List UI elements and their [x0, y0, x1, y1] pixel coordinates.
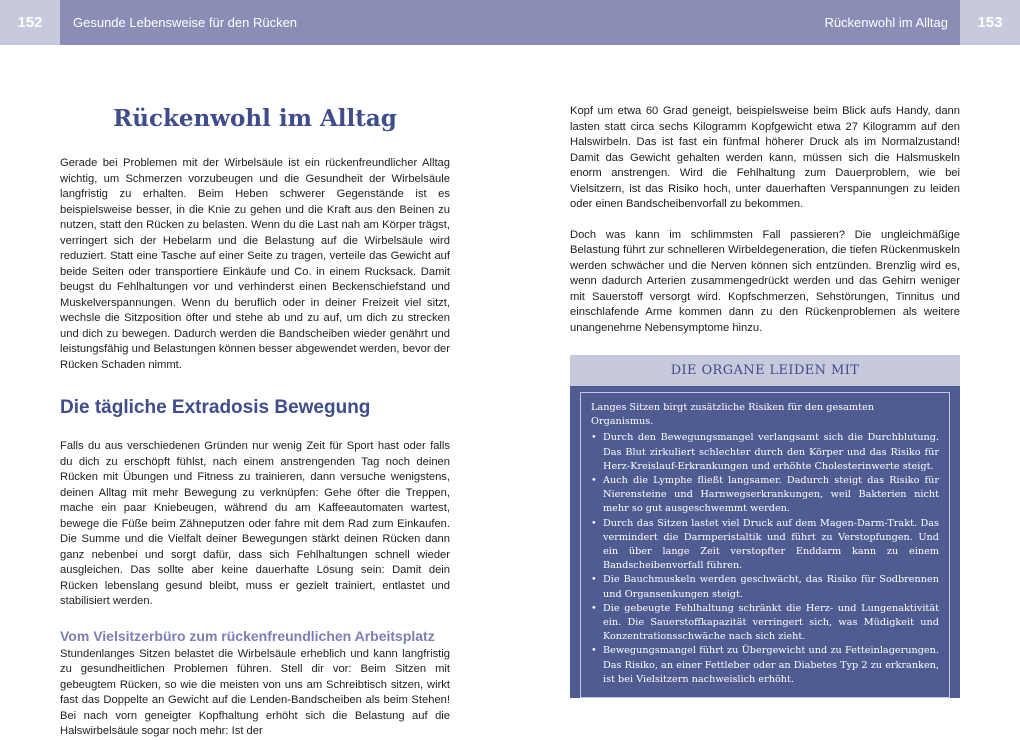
section-heading: Die tägliche Extradosis Bewegung	[60, 397, 371, 418]
right-page-column	[570, 104, 960, 708]
info-box-intro: Langes Sitzen birgt zusätzliche Risiken für den gesamten Organismus.	[591, 402, 874, 428]
section-paragraph: Falls du aus verschiedenen Gründen nur wenig Zeit für Sport hast oder falls du dich zu erschöpft fühlst, nach einem anstrengenden Tag noch deinen Rücken mit Übungen und Fitness zu trainieren, dann versuche wenigstens, deinen Alltag mit mehr Bewegung zu verknüpfen: Gehe öfter die Treppen, mache ein paar Kniebeugen, während du am Kaffeeautomaten wartest, bewege die Füße beim Zähneputzen oder fahre mit dem Rad zum Einkaufen. Die Summe und die Vielfalt deiner Bewegungen stärkt deinen Rücken dann ganz nebenbei und sorgt dafür, dass sich Fehlhaltungen schnell wieder ausgleichen. Das sollte aber keine dauerhafte Lösung sein: Damit dein Rücken lebenslang gesund bleibt, muss er gezielt trainiert, entlastet und stabilisiert werden.	[60, 440, 450, 607]
subsection-paragraph: Stundenlanges Sitzen belastet die Wirbelsäule erheblich und kann langfristig zu gesundheitlichen Problemen führen. Stell dir vor: Beim Sitzen mit gebeugtem Rücken, so wie die meisten von uns am Schreibtisch sitzen, wirkt fast das Doppelte an Gewicht auf die Lenden-Bandscheiben als beim Stehen! Bei nach vorn geneigter Kopfhaltung erhöht sich die Belastung auf die Halswirbelsäule sogar noch mehr: Ist der	[60, 647, 450, 737]
page-header	[0, 0, 1020, 45]
info-box	[570, 355, 960, 698]
risk-paragraph: Doch was kann im schlimmsten Fall passieren? Die ungleichmäßige Belastung führt zur schnelleren Wirbeldegeneration, die tiefen Rückenmuskeln werden schwächer und die Nerven können sich entzünden. Brenzlig wird es, wenn dadurch Arterien zusammengedrückt werden und das Gehirn weniger mit Sauerstoff versorgt wird. Kopfschmerzen, Sehstörungen, Tinnitus und einschlafende Arme kommen dann zu den Rückenproblemen als weitere unangenehme Nebensymptome hinzu.	[570, 228, 960, 334]
right-page-number: 153	[960, 0, 1020, 45]
info-box-content	[580, 392, 950, 698]
list-item: • Die Bauchmuskeln werden geschwächt, das Risiko für Sodbrennen und Organsenkungen steigt.	[591, 573, 939, 601]
right-running-head: Rückenwohl im Alltag	[824, 15, 948, 30]
list-item: • Auch die Lymphe fließt langsamer. Dadurch steigt das Risiko für Nierensteine und Harnwegserkrankungen, weil Bakterien nicht mehr so gut ausgeschwemmt werden.	[591, 474, 939, 517]
list-item: • Durch den Bewegungsmangel verlangsamt sich die Durchblutung. Das Blut zirkuliert schlechter durch den Körper und das Risiko für Herz-Kreislauf-Erkrankungen und erhöhte Cholesterinwerte steigt.	[591, 431, 939, 474]
list-item: • Durch das Sitzen lastet viel Druck auf dem Magen-Darm-Trakt. Das vermindert die Darmperistaltik und führt zu Verstopfungen. Und ein über lange Zeit verstopfter Enddarm kann zu einem Bandscheibenvorfall führen.	[591, 517, 939, 574]
left-running-head: Gesunde Lebensweise für den Rücken	[73, 15, 298, 30]
left-page-column	[60, 104, 450, 740]
intro-paragraph: Gerade bei Problemen mit der Wirbelsäule ist ein rückenfreundlicher Alltag wichtig, um Schmerzen vorzubeugen und die Gesundheit der Wirbelsäule langfristig zu erhalten. Beim Heben schwerer Gegenstände ist es beispielsweise besser, in die Knie zu gehen und die Kraft aus den Beinen zu nutzen, statt den Rücken zu belasten. Wenn du die Last nah am Körper trägst, verringert sich der Hebelarm und die Belastung auf die Wirbelsäule wird reduziert. Statt eine Tasche auf einer Seite zu tragen, verteile das Gewicht auf beide Seiten oder transportiere Einkäufe und Co. in einem Rucksack. Damit beugst du Fehlhaltungen vor und verhinderst einen Beckenschiefstand und Muskelverspannungen. Wenn du beruflich oder in deiner Freizeit viel sitzt, wechsle die Sitzposition öfter und stehe ab und zu auf, um dich zu strecken und dich zu bewegen. Dadurch werden die Bandscheiben wieder genährt und leistungsfähig und Belastungen können besser abgewendet werden, bevor der Rücken Schaden nimmt.	[60, 157, 450, 371]
left-page-number: 152	[0, 0, 60, 45]
list-item: • Die gebeugte Fehlhaltung schränkt die Herz- und Lungenaktivität ein. Die Sauerstoffkapazität verringert sich, was Müdigkeit und Konzentrationsschwäche nach sich zieht.	[591, 602, 939, 645]
list-item: • Bewegungsmangel führt zu Übergewicht und zu Fetteinlagerungen. Das Risiko, an einer Fettleber oder an Diabetes Typ 2 zu erkranken, ist bei Vielsitzern nachweislich erhöht.	[591, 644, 939, 687]
continued-paragraph: Kopf um etwa 60 Grad geneigt, beispielsweise beim Blick aufs Handy, dann lasten statt circa sechs Kilogramm Kopfgewicht etwa 27 Kilogramm auf den Halswirbeln. Das ist fast ein fünfmal höherer Druck als im Normalzustand! Damit das Gewicht gehalten werden kann, müssen sich die Halsmuskeln enorm anstrengen. Wird die Fehlhaltung zum Dauerproblem, wie bei Vielsitzern, ist das Risiko hoch, unter dauerhaften Verspannungen zu leiden oder einen Bandscheibenvorfall zu bekommen.	[570, 105, 960, 210]
info-box-title: DIE ORGANE LEIDEN MIT	[570, 355, 960, 386]
chapter-title: Rückenwohl im Alltag	[113, 105, 397, 132]
info-box-list	[591, 431, 939, 687]
subheading: Vom Vielsitzerbüro zum rückenfreundlichen Arbeitsplatz	[60, 627, 435, 644]
